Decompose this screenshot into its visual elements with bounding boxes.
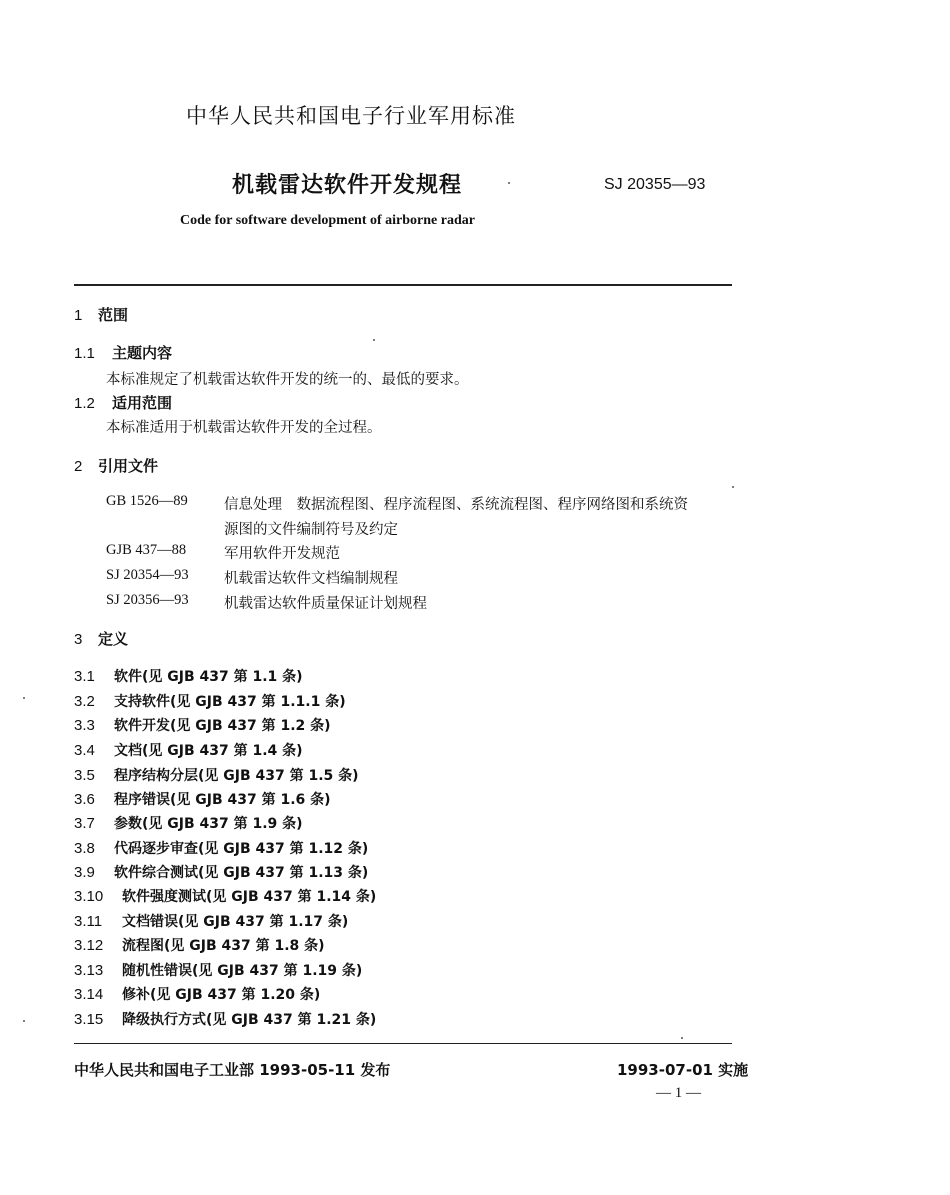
section-1-heading [74,304,128,325]
reference-title: 机载雷达软件质量保证计划规程 [224,596,427,612]
definition-item: 3.3 软件开发(见 GJB 437 第 1.2 条) [74,717,331,734]
standard-name: 中华人民共和国电子行业军用标准 [186,104,516,128]
definition-item: 3.8 代码逐步审查(见 GJB 437 第 1.12 条) [74,840,369,857]
definition-item: 3.6 程序错误(见 GJB 437 第 1.6 条) [74,791,331,808]
section-number: 1.1 [74,345,95,362]
section-1-1-heading [74,342,172,363]
definition-item: 3.13 随机性错误(见 GJB 437 第 1.19 条) [74,962,363,979]
section-title: 定义 [98,630,129,648]
scan-speck [732,486,734,488]
section-2-heading [74,455,158,476]
scan-speck [373,339,375,341]
reference-title-continued: 源图的文件编制符号及约定 [224,522,398,538]
document-title: 机载雷达软件开发规程 [232,173,463,198]
definition-item: 3.15 降级执行方式(见 GJB 437 第 1.21 条) [74,1011,377,1028]
section-number: 1.2 [74,395,95,412]
reference-code: SJ 20354—93 [106,567,189,583]
footer-divider [74,1043,732,1044]
section-title: 范围 [98,306,129,324]
issue-statement: 中华人民共和国电子工业部 1993-05-11 发布 [74,1061,391,1079]
definition-item: 3.10 软件强度测试(见 GJB 437 第 1.14 条) [74,888,377,905]
section-number: 3 [74,631,83,648]
section-title: 主题内容 [112,344,173,362]
definition-item: 3.4 文档(见 GJB 437 第 1.4 条) [74,742,303,759]
section-1-1-text: 本标准规定了机载雷达软件开发的统一的、最低的要求。 [106,372,469,388]
section-3-heading [74,628,128,649]
section-number: 1 [74,307,83,324]
header-divider [74,284,732,286]
section-1-2-text: 本标准适用于机载雷达软件开发的全过程。 [106,420,382,436]
section-title: 引用文件 [98,457,159,475]
reference-code: SJ 20356—93 [106,592,189,608]
reference-title: 机载雷达软件文档编制规程 [224,571,398,587]
section-title: 适用范围 [112,394,173,412]
definition-item: 3.2 支持软件(见 GJB 437 第 1.1.1 条) [74,693,346,710]
effective-date: 1993-07-01 实施 [617,1061,749,1079]
definition-item: 3.14 修补(见 GJB 437 第 1.20 条) [74,986,321,1003]
section-1-2-heading [74,392,172,413]
scan-speck [508,182,510,184]
scan-speck [23,1020,25,1022]
definition-item: 3.9 软件综合测试(见 GJB 437 第 1.13 条) [74,864,369,881]
definition-item: 3.1 软件(见 GJB 437 第 1.1 条) [74,668,303,685]
scan-speck [23,697,25,699]
definition-item: 3.12 流程图(见 GJB 437 第 1.8 条) [74,937,325,954]
reference-code: GJB 437—88 [106,542,187,558]
scan-speck [681,1037,683,1039]
reference-title: 信息处理 数据流程图、程序流程图、系统流程图、程序网络图和系统资 [224,497,688,513]
reference-code: GB 1526—89 [106,493,188,509]
page-number: — 1 — [656,1085,701,1101]
document-code: SJ 20355—93 [604,176,706,193]
reference-title: 军用软件开发规范 [224,546,340,562]
document-title-english: Code for software development of airborne radar [180,213,475,228]
definition-item: 3.11 文档错误(见 GJB 437 第 1.17 条) [74,913,349,930]
definition-item: 3.7 参数(见 GJB 437 第 1.9 条) [74,815,303,832]
definition-item: 3.5 程序结构分层(见 GJB 437 第 1.5 条) [74,767,359,784]
section-number: 2 [74,458,83,475]
